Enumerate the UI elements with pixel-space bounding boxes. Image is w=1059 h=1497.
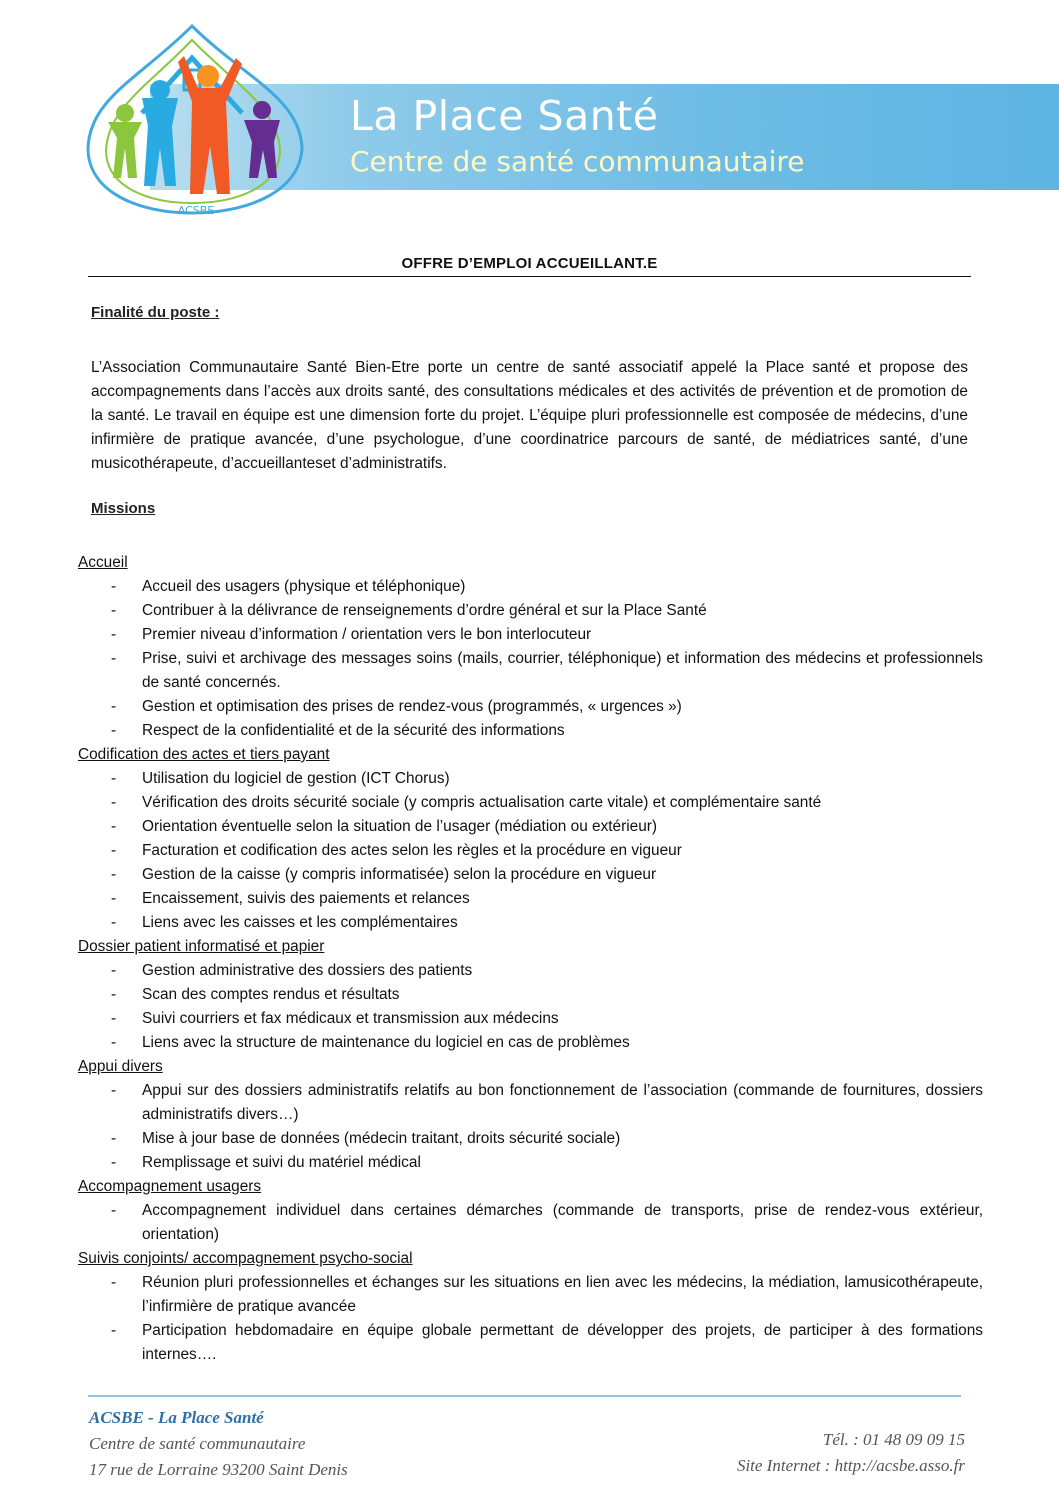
bullet-dash: - — [111, 722, 117, 739]
brand-title: La Place Santé — [350, 92, 659, 140]
bullet-dash: - — [111, 770, 117, 787]
mission-item-text: Remplissage et suivi du matériel médical — [142, 1154, 421, 1171]
mission-item-text: Liens avec les caisses et les complémentaires — [142, 914, 458, 931]
mission-item-text: Liens avec la structure de maintenance du logiciel en cas de problèmes — [142, 1034, 630, 1051]
mission-list — [78, 575, 983, 743]
mission-item — [78, 959, 983, 983]
figure-purple — [244, 101, 280, 178]
mission-item-text: Mise à jour base de données (médecin traitant, droits sécurité sociale) — [142, 1130, 621, 1147]
mission-item-text: Appui sur des dossiers administratifs relatifs au bon fonctionnement de l’association (commande de fournitures, dossiers administratifs divers…) — [142, 1082, 983, 1123]
mission-item-text: Utilisation du logiciel de gestion (ICT Chorus) — [142, 770, 450, 787]
mission-item — [78, 863, 983, 887]
mission-item-text: Encaissement, suivis des paiements et relances — [142, 890, 470, 907]
mission-item-text: Accueil des usagers (physique et téléphonique) — [142, 578, 466, 595]
mission-item-text: Respect de la confidentialité et de la sécurité des informations — [142, 722, 565, 739]
missions-label: Missions — [91, 500, 156, 517]
bullet-dash: - — [111, 1202, 117, 1219]
mission-item — [78, 647, 983, 695]
mission-item-text: Gestion de la caisse (y compris informatisée) selon la procédure en vigueur — [142, 866, 657, 883]
logo-text: ACSBE — [177, 204, 215, 217]
mission-item-text: Réunion pluri professionnelles et échanges sur les situations en lien avec les médecins, la médiation, lamusicothérapeute, l’infirmière de pratique avancée — [142, 1274, 983, 1315]
mission-item-text: Gestion administrative des dossiers des patients — [142, 962, 473, 979]
mission-item-text: Participation hebdomadaire en équipe globale permettant de développer des projets, de participer à des formations internes…. — [142, 1322, 983, 1363]
mission-item — [78, 887, 983, 911]
bullet-dash: - — [111, 986, 117, 1003]
acsbe-logo — [80, 18, 315, 218]
bullet-dash: - — [111, 1082, 117, 1099]
mission-item-text: Prise, suivi et archivage des messages soins (mails, courrier, téléphonique) et information des médecins et professionnels de santé concernés. — [142, 650, 983, 691]
document-title: OFFRE D’EMPLOI ACCUEILLANT.E — [401, 255, 658, 272]
mission-heading: Appui divers — [78, 1058, 163, 1075]
bullet-dash: - — [111, 1274, 117, 1291]
intro-paragraph: L’Association Communautaire Santé Bien-Etre porte un centre de santé associatif appelé la Place santé et propose des accompagnements dans l’accès aux droits santé, des consultations médicales et des activités de prévention et de promotion de la santé. Le travail en équipe est une dimension forte du projet. L’équipe pluri professionnelle est composée de médecins, d’une infirmière de pratique avancée, d’une psychologue, d’une coordinatrice parcours de santé, de médiatrices santé, d’une musicothérapeute, d’accueillanteset d’administratifs. — [91, 359, 968, 472]
mission-item-text: Suivi courriers et fax médicaux et transmission aux médecins — [142, 1010, 559, 1027]
figure-orange — [178, 56, 242, 194]
bullet-dash: - — [111, 1322, 117, 1339]
mission-item — [78, 1031, 983, 1055]
mission-item — [78, 1079, 983, 1127]
footer-divider — [88, 1395, 961, 1397]
bullet-dash: - — [111, 1010, 117, 1027]
mission-item — [78, 599, 983, 623]
mission-item-text: Accompagnement individuel dans certaines démarches (commande de transports, prise de rendez-vous extérieur, orientation) — [142, 1202, 983, 1243]
mission-item — [78, 815, 983, 839]
bullet-dash: - — [111, 1034, 117, 1051]
mission-item — [78, 911, 983, 935]
figure-blue — [142, 80, 178, 186]
mission-item — [78, 1127, 983, 1151]
mission-item-text: Facturation et codification des actes selon les règles et la procédure en vigueur — [142, 842, 682, 859]
mission-item — [78, 1319, 983, 1367]
footer-line-1: Centre de santé communautaire — [89, 1434, 306, 1453]
mission-item-text: Contribuer à la délivrance de renseignements d’ordre général et sur la Place Santé — [142, 602, 707, 619]
mission-list — [78, 1199, 983, 1247]
footer-phone: Tél. : 01 48 09 09 15 — [822, 1430, 965, 1449]
mission-item — [78, 839, 983, 863]
bullet-dash: - — [111, 842, 117, 859]
figure-green — [108, 104, 142, 178]
mission-item-text: Orientation éventuelle selon la situation de l’usager (médiation ou extérieur) — [142, 818, 658, 835]
mission-heading: Codification des actes et tiers payant — [78, 746, 330, 763]
mission-item — [78, 1271, 983, 1319]
mission-item — [78, 695, 983, 719]
mission-item — [78, 791, 983, 815]
mission-item — [78, 719, 983, 743]
mission-list — [78, 767, 983, 935]
mission-item — [78, 623, 983, 647]
bullet-dash: - — [111, 698, 117, 715]
bullet-dash: - — [111, 1154, 117, 1171]
mission-item-text: Premier niveau d’information / orientation vers le bon interlocuteur — [142, 626, 592, 643]
mission-heading: Dossier patient informatisé et papier — [78, 938, 325, 955]
mission-item — [78, 1199, 983, 1247]
missions-section — [78, 551, 983, 1367]
mission-item-text: Gestion et optimisation des prises de rendez-vous (programmés, « urgences ») — [142, 698, 682, 715]
purpose-label: Finalité du poste : — [91, 304, 220, 321]
bullet-dash: - — [111, 914, 117, 931]
bullet-dash: - — [111, 626, 117, 643]
bullet-dash: - — [111, 818, 117, 835]
mission-list — [78, 1079, 983, 1175]
mission-item — [78, 983, 983, 1007]
mission-item — [78, 1007, 983, 1031]
bullet-dash: - — [111, 650, 117, 667]
mission-item-text: Scan des comptes rendus et résultats — [142, 986, 400, 1003]
mission-heading: Accompagnement usagers — [78, 1178, 262, 1195]
mission-item — [78, 767, 983, 791]
brand-subtitle: Centre de santé communautaire — [350, 145, 805, 178]
mission-item-text: Vérification des droits sécurité sociale (y compris actualisation carte vitale) et complémentaire santé — [142, 794, 822, 811]
bullet-dash: - — [111, 602, 117, 619]
bullet-dash: - — [111, 962, 117, 979]
title-divider — [88, 276, 971, 277]
footer-organization: ACSBE - La Place Santé — [89, 1408, 264, 1427]
mission-heading: Suivis conjoints/ accompagnement psycho-social — [78, 1250, 413, 1267]
footer-address: 17 rue de Lorraine 93200 Saint Denis — [89, 1460, 348, 1479]
footer-website: Site Internet : http://acsbe.asso.fr — [736, 1456, 965, 1475]
bullet-dash: - — [111, 866, 117, 883]
mission-item — [78, 1151, 983, 1175]
mission-list — [78, 1271, 983, 1367]
bullet-dash: - — [111, 890, 117, 907]
mission-heading: Accueil — [78, 554, 128, 571]
bullet-dash: - — [111, 794, 117, 811]
mission-list — [78, 959, 983, 1055]
bullet-dash: - — [111, 1130, 117, 1147]
bullet-dash: - — [111, 578, 117, 595]
mission-item — [78, 575, 983, 599]
